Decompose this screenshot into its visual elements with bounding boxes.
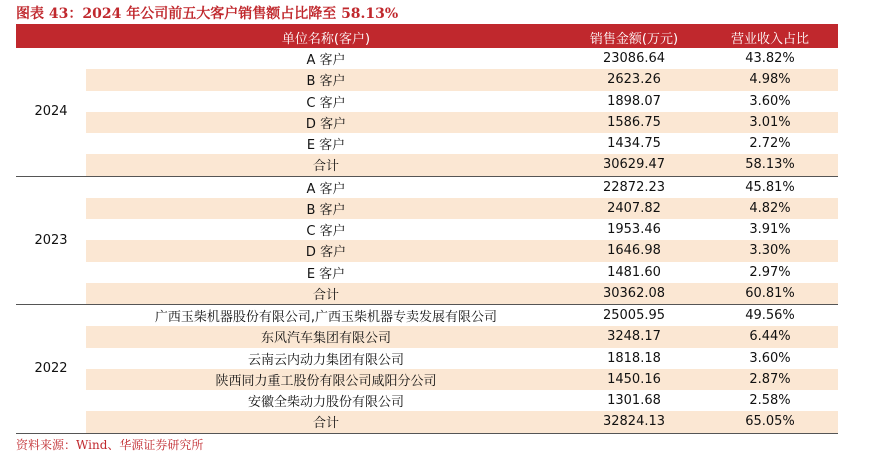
- sales-amount-cell: 1953.46: [607, 222, 661, 238]
- table-row: [16, 326, 838, 347]
- year-cell: 2022: [16, 305, 86, 434]
- revenue-share-cell: 3.60%: [749, 93, 791, 109]
- customer-name-cell: E 客户: [306, 266, 346, 282]
- customer-name-cell: 陕西同力重工股份有限公司咸阳分公司: [86, 369, 566, 390]
- revenue-share-cell: 3.91%: [749, 222, 791, 238]
- revenue-share-cell: 4.98%: [702, 69, 838, 90]
- sales-amount-cell: 1450.16: [566, 369, 702, 390]
- header-sales-amount: 销售金额(万元): [566, 26, 702, 48]
- sales-amount-cell: 22872.23: [602, 179, 666, 195]
- header-customer-name: 单位名称(客户): [86, 26, 566, 48]
- customer-name-cell: C 客户: [306, 95, 346, 111]
- sales-amount-cell: 32824.13: [566, 411, 702, 433]
- header-revenue-share: 营业收入占比: [702, 26, 838, 48]
- customer-name-cell: D 客户: [86, 240, 566, 261]
- customer-name-cell: 合计: [86, 283, 566, 305]
- customer-name-cell: A 客户: [306, 53, 346, 69]
- revenue-share-cell: 4.82%: [702, 198, 838, 219]
- sales-amount-cell: 1301.68: [607, 393, 661, 409]
- sales-amount-cell: 25005.95: [602, 308, 666, 324]
- table-body: [16, 48, 838, 433]
- sales-amount-cell: 23086.64: [602, 51, 666, 67]
- header-year: [16, 26, 86, 48]
- table-row: [16, 369, 838, 390]
- revenue-share-cell: 65.05%: [702, 411, 838, 433]
- customer-name-cell: 广西玉柴机器股份有限公司,广西玉柴机器专卖发展有限公司: [154, 310, 498, 326]
- revenue-share-cell: 2.58%: [749, 393, 791, 409]
- revenue-share-cell: 2.72%: [749, 136, 791, 152]
- customer-name-cell: 云南云内动力集团有限公司: [247, 352, 404, 368]
- customer-name-cell: 合计: [86, 154, 566, 176]
- sales-amount-cell: 30362.08: [566, 283, 702, 305]
- revenue-share-cell: 60.81%: [702, 283, 838, 305]
- table-row: [16, 112, 838, 133]
- customer-name-cell: 东风汽车集团有限公司: [86, 326, 566, 347]
- revenue-share-cell: 49.56%: [745, 308, 795, 324]
- customer-name-cell: A 客户: [306, 181, 346, 197]
- revenue-share-cell: 45.81%: [745, 179, 795, 195]
- table-row: [16, 240, 838, 261]
- revenue-share-cell: 2.97%: [749, 264, 791, 280]
- table-row: [16, 283, 838, 305]
- revenue-share-cell: 2.87%: [702, 369, 838, 390]
- customer-name-cell: 合计: [86, 411, 566, 433]
- customer-name-cell: 安徽全柴动力股份有限公司: [247, 395, 404, 411]
- table-row: [16, 411, 838, 433]
- table-row: [16, 154, 838, 176]
- table-row: [16, 305, 838, 327]
- revenue-share-cell: 58.13%: [702, 154, 838, 176]
- sales-amount-cell: 1818.18: [607, 350, 661, 366]
- sales-amount-cell: 30629.47: [566, 154, 702, 176]
- sales-amount-cell: 1481.60: [607, 264, 661, 280]
- table-row: [16, 48, 838, 69]
- sales-amount-cell: 1434.75: [607, 136, 661, 152]
- revenue-share-cell: 6.44%: [702, 326, 838, 347]
- year-cell: 2023: [16, 176, 86, 305]
- table-row: [16, 133, 838, 154]
- table-row: [16, 176, 838, 198]
- sales-amount-cell: 2407.82: [566, 198, 702, 219]
- table-header-row: [16, 26, 838, 48]
- sales-amount-cell: 1586.75: [566, 112, 702, 133]
- table-row: [16, 91, 838, 112]
- customer-name-cell: B 客户: [86, 198, 566, 219]
- sales-amount-cell: 2623.26: [566, 69, 702, 90]
- source-note: 资料来源：Wind、华源证券研究所: [16, 438, 204, 452]
- revenue-share-cell: 3.30%: [702, 240, 838, 261]
- customer-name-cell: C 客户: [306, 224, 346, 240]
- revenue-share-cell: 3.60%: [749, 350, 791, 366]
- year-cell: 2024: [16, 48, 86, 176]
- table-row: [16, 262, 838, 283]
- revenue-share-cell: 43.82%: [745, 51, 795, 67]
- sales-amount-cell: 3248.17: [566, 326, 702, 347]
- table-row: [16, 69, 838, 90]
- sales-amount-cell: 1898.07: [607, 93, 661, 109]
- table-row: [16, 390, 838, 411]
- customer-name-cell: E 客户: [306, 138, 346, 154]
- customer-sales-table: [16, 26, 838, 434]
- customer-name-cell: B 客户: [86, 69, 566, 90]
- figure-title: 图表 43：2024 年公司前五大客户销售额占比降至 58.13%: [16, 6, 399, 22]
- customer-name-cell: D 客户: [86, 112, 566, 133]
- table-row: [16, 198, 838, 219]
- table-row: [16, 348, 838, 369]
- table-row: [16, 219, 838, 240]
- revenue-share-cell: 3.01%: [702, 112, 838, 133]
- sales-amount-cell: 1646.98: [566, 240, 702, 261]
